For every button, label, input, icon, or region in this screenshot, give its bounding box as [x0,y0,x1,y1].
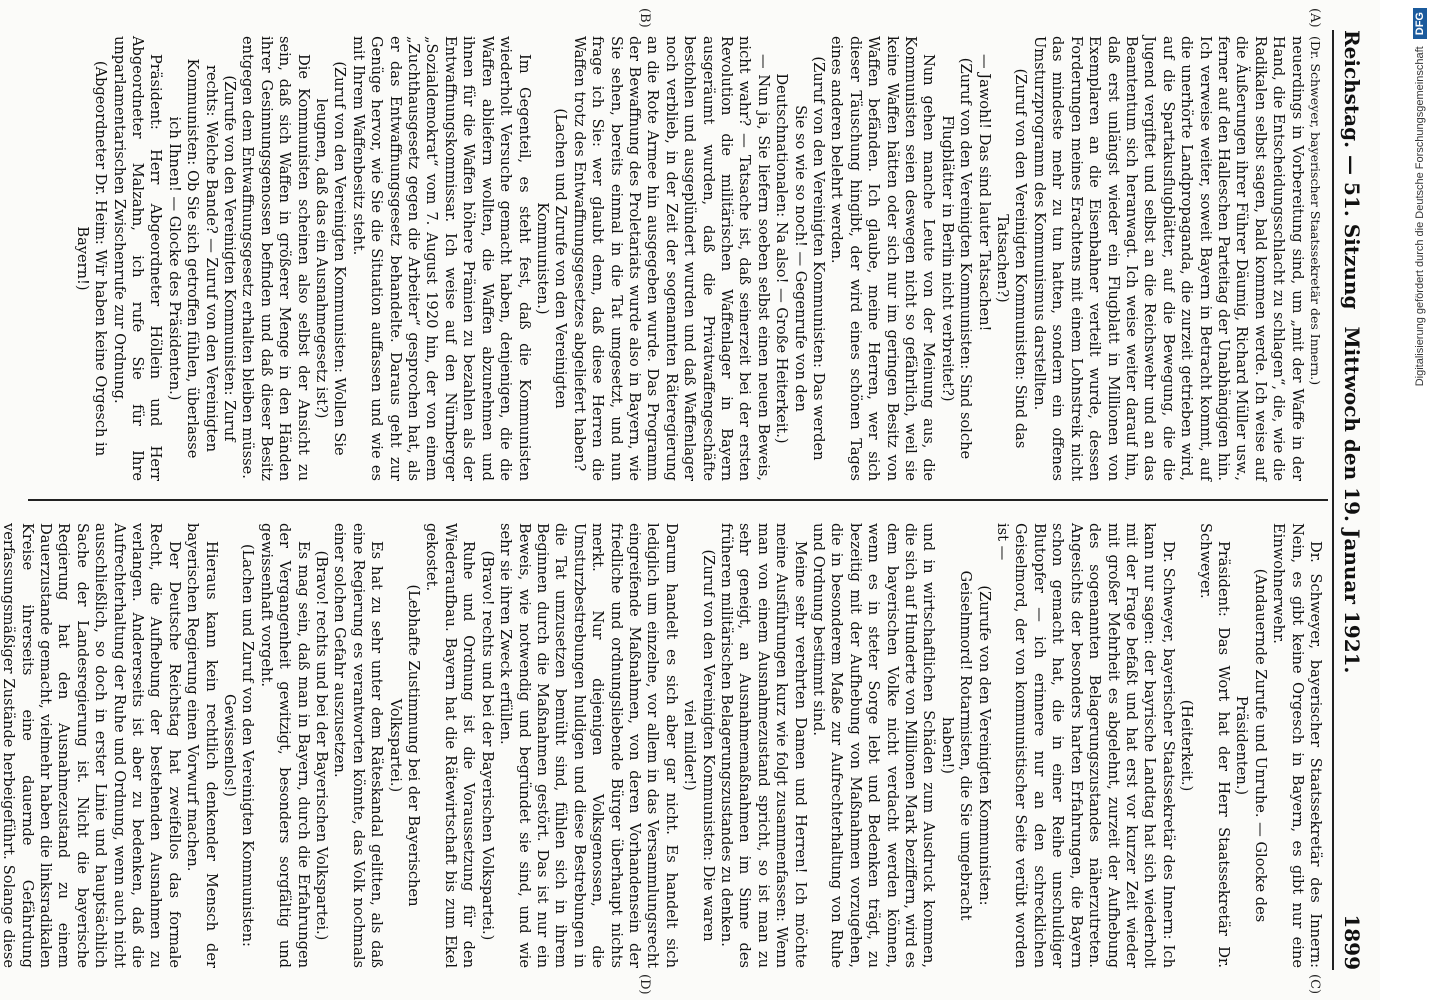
speaker-statement: Dr. Schweyer, bayerischer Staatssekretär des Innern: Nein, es gibt keine Orgesch in Bayern, es gibt nur eine Einwohnerwehr. [1270,523,1324,968]
paragraph: Im Gegenteil, es steht fest, daß die Kommunisten wiederholt Versuche gemacht haben, denjenigen, die die Waffen abliefern wollten, die Waffen abzunehmen und ihnen für die Waffen höhere Prämien zu bezahlen als der Entwaffnungskommissar. Ich weise auf den Nürnberger „Sozialdemokrat“ vom 7. August 1920 hin, der von einem „Zuchthausgesetz gegen die Arbeiter“ gesprochen hat, als er das Entwaffnungsgesetz behandelte. Daraus geht zur Genüge hervor, wie Sie die Situation auffassen und wie es mit Ihrem Waffenbesitz steht. [349,36,533,481]
page-number: 1899 [1340,914,1364,970]
interjection: (Lebhafte Zustimmung bei der Bayerischen Volkspartei.) [386,584,423,907]
paragraph: Ruhe und Ordnung ist die Voraussetzung für den Wiederaufbau. Bayern hat die Rätewirtschaft bis zum Ekel gekostet. [423,523,478,968]
interjection: (Abgeordneter Dr. Heim: Wir haben keine Orgesch in Bayern!) [73,60,110,457]
paragraph: Hieraus kann kein rechtlich denkender Mensch der bayerischen Regierung einen Vorwurf machen. [184,523,220,968]
paragraph: — Nun ja, Sie liefern soeben selbst einen neuen Beweis, nicht wahr? — Tatsache ist, daß seinerzeit bei der ersten Revolution die militärischen Waffenlager in Bayern ausgeräumt wurden, daß die Privatwaffengeschäfte bestohlen und ausgeplündert wurden und daß Waffenlager noch verblieb, in der Zeit der sogenannten Räteregierung an die Rote Armee hin ausgegeben wurde. Das Programm der Bewaffnung des Proletariats wurde also in Bayern, wie Sie sehen, bereits einmal in die Tat umgesetzt, und nun frage ich Sie: wer glaubt denn, daß diese Herren die Waffen trotz des Entwaffnungsgesetzes abgeliefert haben? [570,36,772,481]
credit-text: Digitalisierung gefördert durch die Deutsche Forschungsgemeinschaft [1414,46,1426,387]
running-head [1332,30,1372,970]
speaker-tag: (Dr. Schweyer, bayerischer Staatssekretär des Innern.) [1308,36,1323,386]
interjection: (Zurufe von den Vereinigten Kommunisten: Geiselnmord! Rotarmisten, die Sie umgebracht haben!) [938,570,993,921]
margin-marker-c: (C) [1307,974,1322,995]
interjection: (Bravo! rechts und bei der Bayerischen Volkspartei.) [313,550,331,941]
running-head-date: Mittwoch den 19. Januar 1921. [1340,326,1364,674]
margin-marker-b: (B) [637,8,652,28]
paragraph: — Jawohl! Das sind lauter Tatsachen! [975,54,993,332]
interjection: (Zuruf von den Vereinigten Kommunisten: Sind das Tatsachen?) [994,68,1030,449]
interjection: (Zuruf von den Vereinigten Kommunisten: Wollen Sie leugnen, daß das ein Ausnahmegesetz ist?) [313,61,349,456]
interjection: (Lachen und Zurufe von den Vereinigten Kommunisten.) [533,108,570,409]
paragraph: Darum handelt es sich aber gar nicht. Es handelt sich lediglich um einzelne, vor allem in das Versammlungsrecht eingreifende Maßnahmen, von deren Vorhandensein der friedliche und ordnungsliebende Bürger überhaupt nichts merkt. Nur diejenigen Volksgenossen, die Umsturzbestrebungen huldigen und diese Bestrebungen in die Tat umzusetzen bemüht sind, fühlen sich in ihrem Beginnen durch die Maßnahmen gestört. Das ist nur ein Beweis, wie notwendig und begründet sie sind, und wie sehr sie ihren Zweck erfüllen. [497,523,680,968]
president-statement: Präsident: Das Wort hat der Herr Staatssekretär Dr. Schweyer. [1196,523,1232,968]
digitization-credit [1410,8,1430,992]
speaker-statement: Dr. Schweyer, bayerischer Staatssekretär des Innern: Ich kann nur sagen: der bayrische Landtag hat sich wiederholt mit der Frage befaßt und hat erst vor kurzer Zeit wieder mit großer Mehrheit es abgelehnt, zurzeit der Aufhebung des sogenannten Belagerungszustandes näherzutreten. Angesichts der besonders harten Erfahrungen, die Bayern schon gemacht hat, die in einer Reihe unschuldiger Blutopfer — ich erinnere nur an den schrecklichen Geiselmord, der von kommunistischer Seite verübt worden ist — [994,523,1177,968]
paragraph: Es mag sein, daß man in Bayern, durch die Erfahrungen der Vergangenheit gewitzigt, besonders sorgfältig und gewissenhaft vorgeht. [257,523,312,968]
column-divider [28,499,1328,501]
interjection: (Heiterkeit.) [1178,699,1196,792]
paragraph: Meine sehr verehrten Damen und Herren! Ich möchte meine Ausführungen kurz wie folgt zusammenfassen: Wenn man von einem Ausnahmezustand spricht, so ist man zu sehr geneigt, an Ausnahmemaßnahmen im Sinne des früheren militärischen Belagerungszustandes zu denken. [718,523,809,968]
interjection: (Andauernde Zurufe und Unruhe. — Glocke des Präsidenten.) [1233,568,1269,923]
president-statement: Präsident: Herr Abgeordneter Höllein und Herr Abgeordneter Malzahn, ich rufe Sie für Ihre unparlamentarischen Zwischenrufe zur Ordnung. [110,36,165,481]
paragraph: und in wirtschaftlichen Schäden zum Ausdruck kommen, die sich auf Hunderte von Millionen Mark beziffern, wird es dem bayerischen Volke nicht verdacht werden können, wenn es in steter Sorge lebt und Bedenken trägt, zu bezeitig mit der Aufhebung von Maßnahmen vorzugehen, die in besonderem Maße zur Aufrechterhaltung von Ruhe und Ordnung bestimmt sind. [810,523,938,968]
dfg-logo: DFG [1413,8,1427,39]
paragraph: neuerdings in Vorbereitung sind, um „mit der Waffe in der Hand, die Entscheidungsschlacht zu schlagen“, die, wie die Radikalen selbst sagen, bald kommen werde. Ich weise auf die Äußerungen ihrer Führer Däumig, Richard Müller usw., ferner auf den Halleschen Parteitag der Unabhängigen hin. Ich verweise weiter, soweit Bayern in Betracht kommt, auf die unerhörte Landpropaganda, die zurzeit getrieben wird, auf die Spartakusflugblätter, auf die Bewegung, die die Jugend vergiftet und selbst an die Reichswehr und an das Beamtentum sich heranwagt. Ich weise weiter darauf hin, daß erst unlängst wieder ein Flugblatt in Millionen von Exemplaren an die Eisenbahner verteilt wurde, dessen Forderungen meines Erachtens mit einem Lohnstreik nicht das mindeste mehr zu tun hatten, sondern ein offenes Umsturzprogramm des Kommunismus darstellten. [1030,36,1306,481]
interjection: (Lachen und Zuruf von den Vereinigten Kommunisten: Gewissenlos!) [221,544,257,947]
running-head-left: Reichstag. — 51. Sitzung [1340,30,1364,310]
interjection: (Zuruf von den Vereinigten Kommunisten: Das werden Sie so wie so noch! — Gegenrufe von den Deutschnationalen: Na also! — Große Heiterkeit.) [773,56,828,461]
margin-marker-d: (D) [637,974,652,995]
interjection: (Zuruf von den Vereinigten Kommunisten: Die waren viel milder!) [681,549,717,942]
paragraph: Nun gehen manche Leute von der Meinung aus, die Kommunisten seien deswegen nicht so gefährlich, weil sie keine Waffen hätten oder sich nur im geringen Besitz von Waffen befänden. Ich glaube, meine Herren, wer sich dieser Täuschung hingibt, der wird eines schönen Tages eines anderen belehrt werden. [828,36,938,481]
paragraph: Es hat zu sehr unter dem Räteskandal gelitten, als daß eine Regierung es verantworten könnte, das Volk nochmals einer solchen Gefahr auszusetzen. [331,523,386,968]
margin-marker-a: (A) [1307,8,1322,28]
paragraph: Die Kommunisten scheinen also selbst der Ansicht zu sein, daß sich Waffen in größerer Menge in den Händen ihrer Gesinnungsgenossen befinden und daß dieser Besitz entgegen dem Entwaffnungsgesetz erhalten bleiben müsse. [239,36,312,481]
right-column [0,523,1324,968]
paragraph: Der Deutsche Reichstag hat zweifellos das formale Recht, die Aufhebung der bestehenden Ausnahmen zu verlangen. Andererseits ist aber zu bedenken, daß die Aufrechterhaltung der Ruhe und Ordnung, wenn auch nicht ausschließlich, so doch in erster Linie und hauptsächlich Sache der Landesregierung ist. Nicht die bayerische Regierung hat den Ausnahmezustand zu einem Dauerzustande gemacht, vielmehr haben die linksradikalen Kreise ihrerseits eine dauernde Gefährdung verfassungsmäßiger Zustände herbeigeführt. Solange diese [0,523,183,968]
left-column [72,36,1324,481]
interjection: (Zurufe von den Vereinigten Kommunisten: Zuruf rechts: Welche Bande? — Zuruf von den Vereinigten Kommunisten: Ob Sie sich getroffen fühlen, überlasse ich Ihnen! — Glocke des Präsidenten.) [165,58,239,459]
interjection: (Zuruf von den Vereinigten Kommunisten: Sind solche Flugblätter in Berlin nicht verbreitet?) [938,57,975,460]
header-rule [1332,30,1334,970]
interjection: (Bravo! rechts und bei der Bayerischen Volkspartei.) [478,550,496,941]
